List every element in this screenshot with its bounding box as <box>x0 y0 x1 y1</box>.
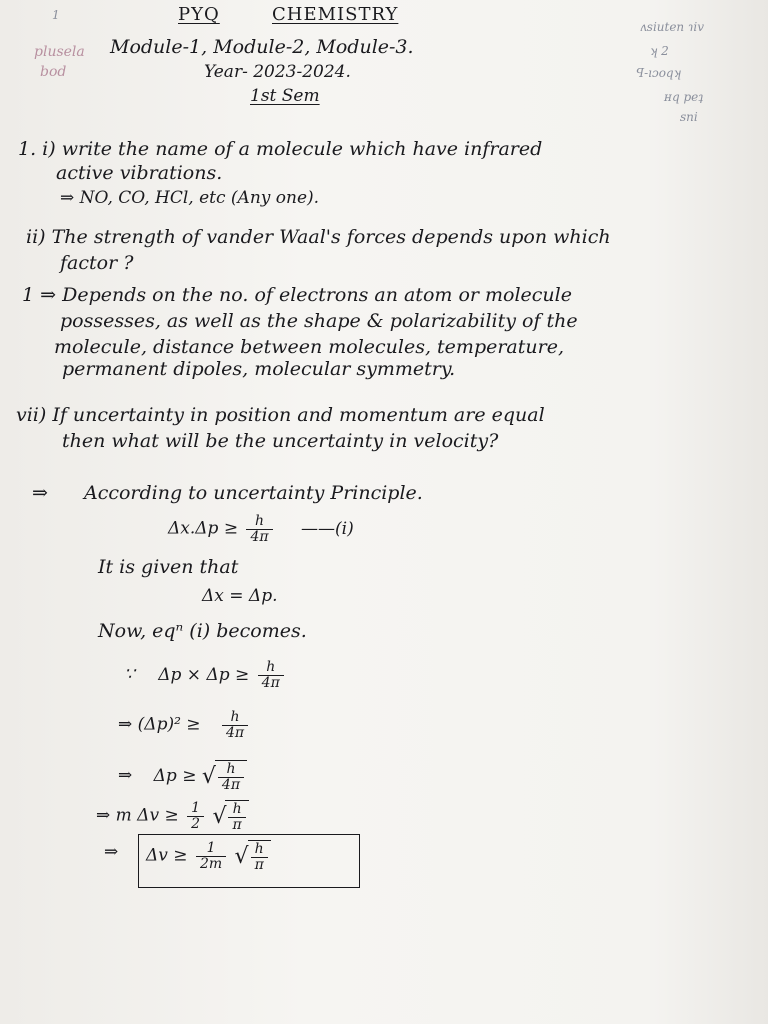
equation-3: ⇒ (Δp)² ≥ $\frac{h}{4\pi}$ <box>118 710 251 740</box>
question-number: ii) <box>26 226 46 248</box>
question-number: 1. i) <box>18 138 56 160</box>
fraction: $\frac{1}{2}$ <box>187 801 204 831</box>
question-text: The strength of vander Waal's forces depends upon which <box>51 226 611 248</box>
implies-arrow: ⇒ <box>40 284 57 306</box>
equation-5: ⇒ m Δv ≥ $\frac{1}{2}$ √ $\frac{h}{\pi}$ <box>96 800 249 832</box>
square-root: √ $\frac{h}{\pi}$ <box>212 800 248 832</box>
implies-arrow: ⇒ <box>60 188 75 208</box>
question-1 <box>18 138 542 160</box>
bleed-through-text: ꟼ-ıɔoqʞ <box>636 66 681 80</box>
fraction: $\frac{1}{2m}$ <box>196 841 226 871</box>
bleed-through-text: ʞ 2 <box>650 44 669 58</box>
answer-2-line2: possesses, as well as the shape & polarizability of the <box>60 310 578 332</box>
final-answer: Δv ≥ $\frac{1}{2m}$ √ $\frac{h}{\pi}$ <box>146 840 271 872</box>
answer-2-line4: permanent dipoles, molecular symmetry. <box>62 358 456 380</box>
answer-marker: 1 <box>22 284 35 306</box>
fraction: $\frac{h}{4\pi}$ <box>258 660 284 690</box>
module-list: Module-1, Module-2, Module-3. <box>110 36 414 58</box>
equation-6-arrow: ⇒ <box>104 842 119 862</box>
question-3-line2: then what will be the uncertainty in velocity? <box>62 430 499 452</box>
answer-2-line3: molecule, distance between molecules, temperature, <box>54 336 564 358</box>
equation-4: ⇒ Δp ≥ √ $\frac{h}{4\pi}$ <box>118 760 247 792</box>
margin-scribble: plusela <box>34 44 85 60</box>
question-3 <box>16 404 545 426</box>
question-text: If uncertainty in position and momentum are equal <box>52 404 545 426</box>
subject-title: CHEMISTRY <box>272 4 399 25</box>
implies-arrow: ⇒ <box>32 482 48 504</box>
question-number: vii) <box>16 404 47 426</box>
question-2 <box>26 226 611 248</box>
bleed-through-text: ʌsiuten ɿiv <box>640 20 705 34</box>
question-2-line2: factor ? <box>60 252 134 274</box>
bleed-through-text: ꜱni <box>680 110 698 124</box>
corner-scribble: 1 <box>52 8 60 22</box>
bleed-through-text: ʜq peʇ <box>664 90 704 104</box>
fraction: $\frac{h}{4\pi}$ <box>222 710 248 740</box>
answer-text: Depends on the no. of electrons an atom or molecule <box>62 284 572 306</box>
square-root: √ $\frac{h}{\pi}$ <box>235 840 271 872</box>
margin-scribble-2: bod <box>40 64 67 80</box>
given-text: It is given that <box>98 556 239 578</box>
given-equation: Δx = Δp. <box>202 586 278 606</box>
fraction: $\frac{h}{4\pi}$ <box>246 514 272 544</box>
now-text: Now, eqⁿ (i) becomes. <box>98 620 307 642</box>
question-text: write the name of a molecule which have infrared <box>61 138 543 160</box>
semester-label: 1st Sem <box>250 86 320 106</box>
answer-2-line1 <box>22 284 572 306</box>
subject-code: PYQ <box>178 4 220 25</box>
year-label: Year- 2023-2024. <box>204 62 351 82</box>
question-1-line2: active vibrations. <box>56 162 223 184</box>
equation-1: Δx.Δp ≥ $\frac{h}{4\pi}$ ——(i) <box>168 513 354 545</box>
equation-2: ∵ Δp × Δp ≥ $\frac{h}{4\pi}$ <box>124 660 287 690</box>
step-intro <box>32 482 423 504</box>
answer-1 <box>60 188 319 208</box>
equation-label: ——(i) <box>301 518 354 539</box>
answer-text: NO, CO, HCl, etc (Any one). <box>79 188 320 208</box>
square-root: √ $\frac{h}{4\pi}$ <box>202 760 247 792</box>
step-text: According to uncertainty Principle. <box>83 482 423 504</box>
